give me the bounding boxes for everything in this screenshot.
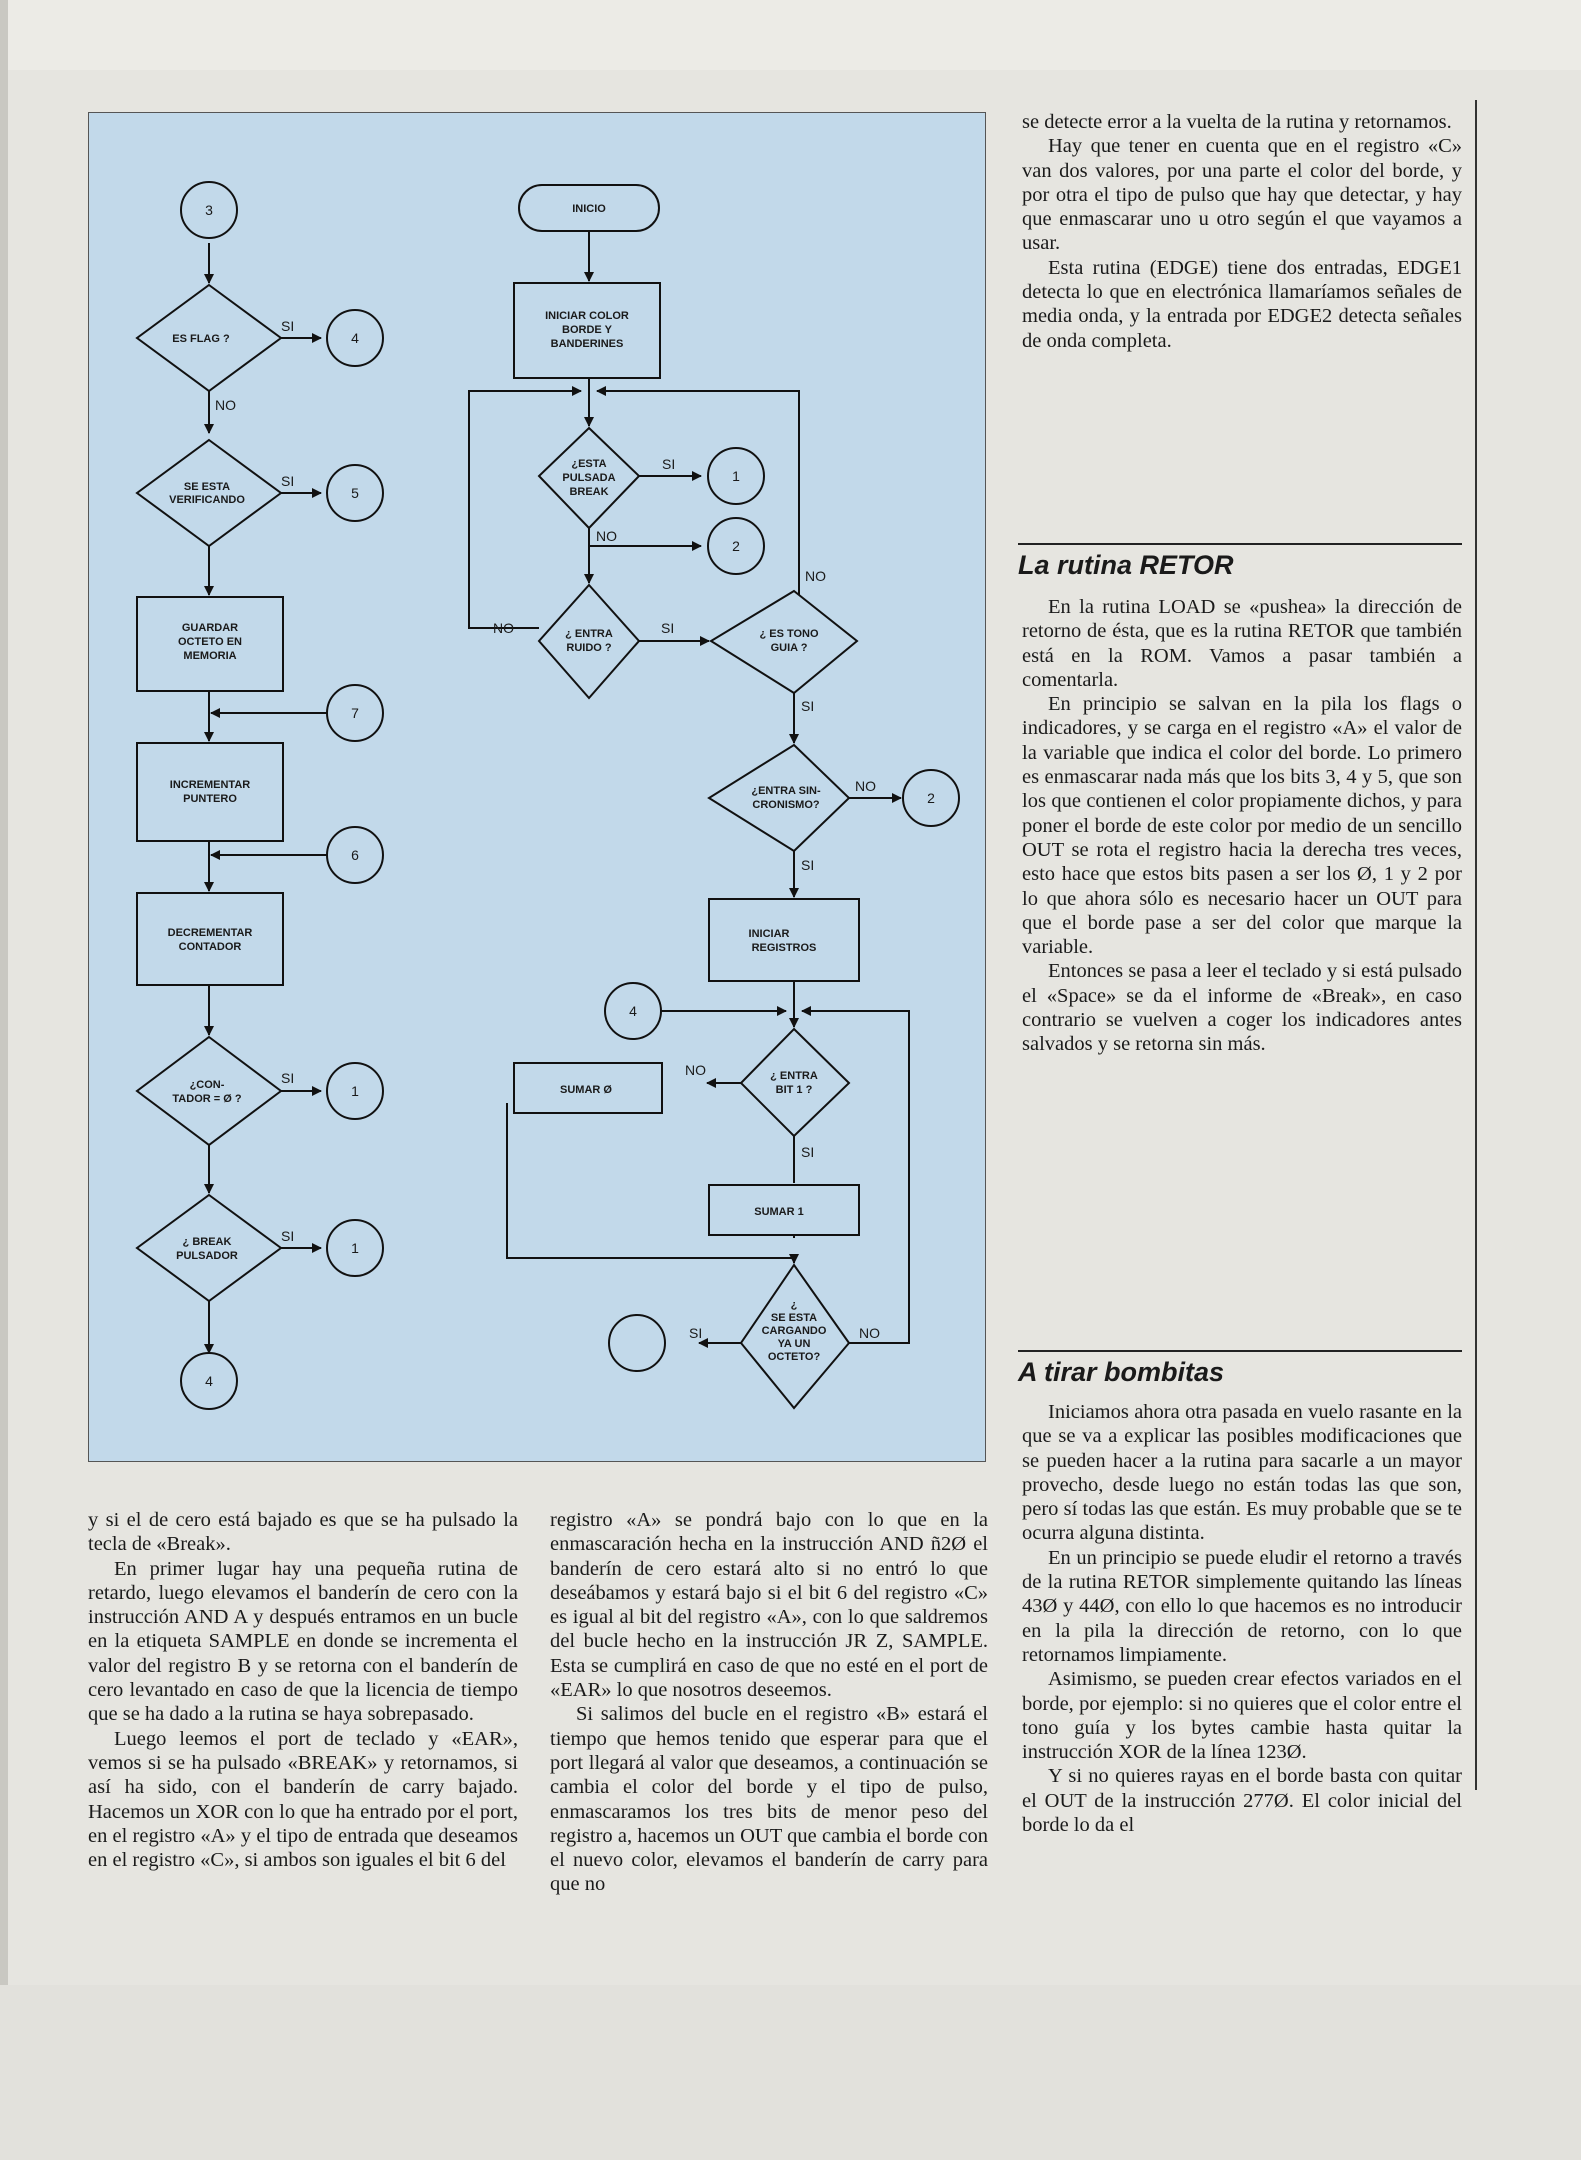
label-si: SI [801,698,815,714]
label-ruido-1: ¿ ENTRA [565,628,613,640]
label-decrementar-2: CONTADOR [178,941,242,953]
text-column-left [88,1508,518,1872]
label-decrementar-1: DECREMENTAR [167,927,253,939]
label-es-flag: ES FLAG ? [172,333,230,345]
paragraph: se detecte error a la vuelta de la rutina y retornamos. [1022,111,1452,133]
label-guardar-2: OCTETO EN [178,636,242,648]
paragraph: y si el de cero está bajado es que se ha pulsado la tecla de «Break». [88,1509,518,1556]
label-break-2: PULSADOR [176,1250,238,1262]
label-no: NO [859,1325,880,1341]
paragraph: Asimismo, se pueden crear efectos variados en el borde, por ejemplo: si no quieres que el color entre el tono guía y los bytes cambie hasta quitar la instrucción XOR de la línea 123Ø. [1022,1668,1462,1764]
paragraph: Iniciamos ahora otra pasada en vuelo rasante en la que se va a explicar las posibles modificaciones que se pueden hacer a la rutina para sacarle a un mayor provecho, desde luego no están todas las que son, pero sí todas las que están. Es muy probable que se te ocurra alguna distinta. [1022,1401,1462,1545]
heading-rutina-retor: La rutina RETOR [1018,543,1462,581]
decision-verificando [137,440,281,546]
label-si: SI [281,318,295,334]
label-iniciar-registros-1: INICIAR [748,928,790,940]
label-tono-guia-2: GUIA ? [770,642,808,654]
label-break-pulsada-2: PULSADA [562,472,616,484]
label-no: NO [493,620,514,636]
label-connector-1: 1 [351,1083,359,1099]
label-cargando-5: OCTETO? [767,1351,821,1363]
label-incrementar-1: INCREMENTAR [169,779,251,791]
label-connector-5: 5 [351,485,359,501]
label-no: NO [215,397,236,413]
label-verificando-1: SE ESTA [183,481,231,493]
label-sumar-1: SUMAR 1 [754,1206,804,1218]
label-connector-6: 6 [351,847,359,863]
decision-contador [137,1037,281,1145]
box-incrementar-puntero [137,743,283,841]
paragraph: Entonces se pasa a leer el teclado y si está pulsado el «Space» se da el informe de «Break», en caso contrario se vuelven a coger los indicadores antes salvados y se retorna sin más. [1022,960,1462,1056]
paragraph: Hay que tener en cuenta que en el registro «C» van dos valores, por una parte el color del borde, y por otra el tipo de pulso que hay que detectar, y hay que enmascarar uno u otro según el que vayamos a usar. [1022,135,1462,255]
text-column-middle [550,1508,988,1897]
decision-bit-1 [741,1029,849,1136]
label-ruido-2: RUIDO ? [566,642,612,654]
label-si: SI [662,456,676,472]
label-iniciar-color-1: INICIAR COLOR [545,310,629,322]
decision-sincronismo [709,745,849,851]
page-bottom-margin [0,1985,1581,2160]
label-guardar-3: MEMORIA [183,650,237,662]
text-column-right-top [1022,110,1462,353]
label-si: SI [281,1228,295,1244]
label-guardar-1: GUARDAR [181,622,239,634]
label-no: NO [685,1062,706,1078]
label-connector-4: 4 [629,1003,637,1019]
label-connector-3: 3 [205,202,213,218]
text-column-right-middle [1022,595,1462,1057]
decision-break [137,1195,281,1301]
connector-end [609,1315,665,1371]
label-connector-4: 4 [205,1373,213,1389]
paragraph: En la rutina LOAD se «pushea» la dirección de retorno de ésta, que es la rutina RETOR que también está en la ROM. Vamos a pasar también a comentarla. [1022,596,1462,691]
box-iniciar-registros [709,899,859,981]
page-binding-edge [0,0,8,2160]
heading-tirar-bombitas: A tirar bombitas [1018,1350,1462,1388]
label-verificando-2: VERIFICANDO [169,494,245,506]
label-connector-1: 1 [732,468,740,484]
label-cargando-1: ¿ [790,1299,798,1311]
label-break-1: ¿ BREAK [182,1236,232,1248]
paragraph: Y si no quieres rayas en el borde basta con quitar el OUT de la instrucción 277Ø. El color inicial del borde lo da el [1022,1765,1462,1837]
label-si: SI [281,1070,295,1086]
page-top-margin [0,0,1581,70]
label-contador-1: ¿CON- [189,1079,225,1091]
paragraph: Esta rutina (EDGE) tiene dos entradas, EDGE1 detecta lo que en electrónica llamaríamos señales de media onda, y la entrada por EDGE2 detecta señales de onda completa. [1022,256,1462,352]
label-sincronismo-2: CRONISMO? [752,799,820,811]
right-column-rule [1475,100,1477,1790]
label-iniciar-color-3: BANDERINES [550,338,624,350]
paragraph: En primer lugar hay una pequeña rutina de retardo, luego elevamos el banderín de cero con la instrucción AND A y después entramos en un bucle en la etiqueta SAMPLE en donde se incrementa el valor del registro B y se retorna con el banderín de cero levantado en caso de que la licencia de tiempo que se ha dado a la rutina se haya sobrepasado. [88,1557,518,1726]
label-bit1-2: BIT 1 ? [775,1084,813,1096]
label-sumar-0: SUMAR Ø [560,1084,612,1096]
label-sincronismo-1: ¿ENTRA SIN- [751,785,821,797]
label-si: SI [281,473,295,489]
label-cargando-3: CARGANDO [761,1325,827,1337]
label-bit1-1: ¿ ENTRA [770,1070,818,1082]
label-connector-2: 2 [927,790,935,806]
label-contador-2: TADOR = Ø ? [172,1093,242,1105]
label-iniciar-registros-2: REGISTROS [751,942,817,954]
text-column-right-bottom [1022,1400,1462,1837]
label-no: NO [805,568,826,584]
flowchart-panel [88,112,986,1462]
label-connector-7: 7 [351,705,359,721]
label-si: SI [801,857,815,873]
label-break-pulsada-3: BREAK [569,486,609,498]
label-tono-guia-1: ¿ ES TONO [759,628,819,640]
label-si: SI [689,1325,703,1341]
label-incrementar-2: PUNTERO [183,793,237,805]
label-cargando-4: YA UN [777,1338,811,1350]
label-connector-2: 2 [732,538,740,554]
label-no: NO [596,528,617,544]
label-no: NO [855,778,876,794]
label-break-pulsada-1: ¿ESTA [571,458,607,470]
paragraph: Luego leemos el port de teclado y «EAR», vemos si se ha pulsado «BREAK» y retornamos, si así ha sido, con el banderín de carry bajado. Hacemos un XOR con lo que ha entrado por el port, en el registro «A» y el tipo de entrada que deseamos en el registro «C», si ambos son iguales el bit 6 del [88,1727,518,1872]
label-cargando-2: SE ESTA [770,1312,818,1324]
label-inicio: INICIO [572,203,606,215]
flowchart-svg [89,113,987,1463]
paragraph: Si salimos del bucle en el registro «B» estará el tiempo que hemos tenido que esperar para que el port llegará al valor que deseamos, a continuación se cambia el color del borde y el tipo de pulso, enmascaramos los tres bits de menor peso del registro a, hacemos un OUT que cambia el borde con el nuevo color, elevamos el banderín de carry para que no [550,1703,988,1896]
label-si: SI [661,620,675,636]
box-decrementar-contador [137,893,283,985]
paragraph: En un principio se puede eludir el retorno a través de la rutina RETOR simplemente quitando las líneas 43Ø y 44Ø, con ello lo que hacemos es no introducir en la pila la dirección de retorno, con lo que retornamos limpiamente. [1022,1546,1462,1666]
label-iniciar-color-2: BORDE Y [562,324,612,336]
label-connector-1: 1 [351,1240,359,1256]
label-si: SI [801,1144,815,1160]
paragraph: registro «A» se pondrá bajo con lo que en la enmascaración hecha en la instrucción AND ñ2Ø el banderín de cero estará alto si no entró lo que deseábamos y estará bajo si el bit 6 del registro «C» es igual al bit del registro «A», con lo que saldremos del bucle hecho en la instrucción JR Z, SAMPLE. Esta se cumplirá en caso de que no esté en el port de «EAR» lo que nosotros deseemos. [550,1509,988,1702]
paragraph: En principio se salvan en la pila los flags o indicadores, y se carga en el registro «A» el valor de la variable que indica el color del borde. Lo primero es enmascarar nada más que los bits 3, 4 y 5, que son los que contienen el color propiamente dichos, y para poner el borde de este color por medio de un sencillo OUT se rota el registro hacia la derecha tres veces, esto hace que estos bits pasen a ser los Ø, 1 y 2 por lo que ahora sólo es necesario hacer un OUT para que el borde pase a ser del color que marque la variable. [1022,693,1462,959]
label-connector-4: 4 [351,330,359,346]
